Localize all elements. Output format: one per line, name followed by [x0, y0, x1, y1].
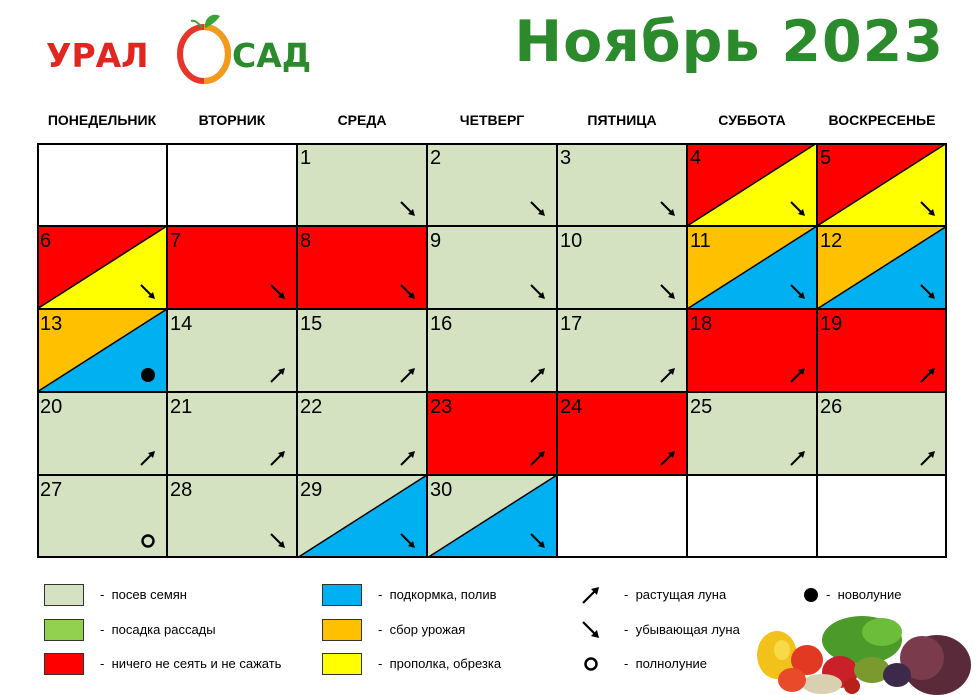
waning-moon-arrow-icon [789, 283, 807, 301]
calendar-day-27 [37, 475, 167, 558]
weekday-tue: ВТОРНИК [198, 112, 266, 128]
calendar-day-1 [297, 143, 427, 226]
calendar-empty-cell [557, 475, 687, 558]
day-number: 8 [300, 230, 312, 252]
calendar-day-30 [427, 475, 557, 558]
growing-moon-arrow-icon [789, 366, 807, 384]
calendar-day-22 [297, 392, 427, 475]
legend-label-feed: подкормка, полив [389, 587, 497, 602]
legend-item-harvest [322, 619, 542, 641]
legend-label-weed: прополка, обрезка [389, 656, 502, 671]
cell-background [37, 143, 167, 226]
day-number: 7 [170, 230, 182, 252]
day-number: 6 [40, 230, 52, 252]
waning-moon-arrow-icon [789, 200, 807, 218]
day-number: 23 [430, 396, 453, 418]
waning-moon-arrow-icon [919, 200, 937, 218]
legend-item-sow [44, 584, 304, 606]
calendar-day-18 [687, 309, 817, 392]
day-number: 5 [820, 147, 832, 169]
growing-moon-arrow-icon [529, 449, 547, 467]
day-number: 18 [690, 313, 713, 335]
calendar-day-24 [557, 392, 687, 475]
growing-moon-arrow-icon [139, 449, 157, 467]
weekday-mon: ПОНЕДЕЛЬНИК [47, 112, 157, 128]
weekday-fri: ПЯТНИЦА [587, 112, 657, 128]
calendar-day-2 [427, 143, 557, 226]
legend-item-full [580, 653, 760, 675]
waning-moon-arrow-icon [659, 283, 677, 301]
legend-item-new [800, 584, 950, 606]
page-title: Ноябрь 2023 [514, 9, 944, 75]
day-number: 3 [560, 147, 572, 169]
waning-moon-arrow-icon [529, 532, 547, 550]
legend-item-nothing [44, 653, 314, 675]
weekday-header [37, 112, 947, 132]
legend-swatch-seedlings [44, 619, 84, 641]
weekday-wed: СРЕДА [337, 112, 387, 128]
legend-label-seedlings: посадка рассады [111, 622, 216, 637]
calendar-empty-cell [167, 143, 297, 226]
day-number: 17 [560, 313, 583, 335]
legend-item-seedlings [44, 619, 304, 641]
calendar-day-8 [297, 226, 427, 309]
new-moon-icon [139, 366, 157, 384]
day-number: 1 [300, 147, 312, 169]
day-number: 2 [430, 147, 442, 169]
growing-moon-arrow-icon [399, 366, 417, 384]
full-moon-icon [139, 532, 157, 550]
calendar-day-15 [297, 309, 427, 392]
legend-label-growing: растущая луна [635, 587, 727, 602]
legend-dash: - [100, 622, 105, 637]
calendar-empty-cell [37, 143, 167, 226]
legend-dash: - [826, 587, 831, 602]
day-number: 9 [430, 230, 442, 252]
legend-dash: - [100, 656, 105, 671]
logo-text-left: УРАЛ [46, 36, 149, 75]
calendar-day-20 [37, 392, 167, 475]
calendar-empty-cell [687, 475, 817, 558]
calendar-day-4 [687, 143, 817, 226]
calendar-day-14 [167, 309, 297, 392]
day-number: 24 [560, 396, 583, 418]
waning-moon-arrow-icon [529, 200, 547, 218]
logo-apple-half [204, 27, 228, 81]
legend-swatch-nothing [44, 653, 84, 675]
day-number: 27 [40, 479, 63, 501]
growing-moon-arrow-icon [529, 366, 547, 384]
growing-moon-arrow-icon [399, 449, 417, 467]
day-number: 20 [40, 396, 63, 418]
logo-text-right: САД [232, 36, 312, 75]
calendar-day-23 [427, 392, 557, 475]
legend-swatch-weed [322, 653, 362, 675]
weekday-thu: ЧЕТВЕРГ [459, 112, 525, 128]
legend-dash: - [378, 656, 383, 671]
calendar-day-12 [817, 226, 947, 309]
legend-swatch-sow [44, 584, 84, 606]
calendar-day-16 [427, 309, 557, 392]
calendar-day-6 [37, 226, 167, 309]
calendar-empty-cell [817, 475, 947, 558]
waning-moon-arrow-icon [399, 532, 417, 550]
legend-dash: - [378, 587, 383, 602]
calendar-day-7 [167, 226, 297, 309]
calendar-day-3 [557, 143, 687, 226]
legend-dash: - [624, 587, 629, 602]
growing-moon-arrow-icon [580, 584, 602, 606]
full-moon-icon [580, 653, 602, 675]
calendar-day-11 [687, 226, 817, 309]
legend-item-weed [322, 653, 542, 675]
legend-item-waning [580, 619, 760, 641]
calendar-day-26 [817, 392, 947, 475]
calendar-day-21 [167, 392, 297, 475]
legend-label-waning: убывающая луна [635, 622, 740, 637]
day-number: 4 [690, 147, 702, 169]
calendar-day-17 [557, 309, 687, 392]
day-number: 10 [560, 230, 583, 252]
waning-moon-arrow-icon [399, 283, 417, 301]
day-number: 25 [690, 396, 713, 418]
day-number: 15 [300, 313, 323, 335]
day-number: 29 [300, 479, 323, 501]
waning-moon-arrow-icon [659, 200, 677, 218]
waning-moon-arrow-icon [269, 283, 287, 301]
legend-dash: - [624, 622, 629, 637]
legend-label-new: новолуние [837, 587, 902, 602]
growing-moon-arrow-icon [269, 449, 287, 467]
legend-item-feed [322, 584, 542, 606]
uralsad-logo [42, 10, 332, 85]
day-number: 28 [170, 479, 193, 501]
waning-moon-arrow-icon [399, 200, 417, 218]
day-number: 14 [170, 313, 193, 335]
vegetables-illustration [752, 610, 972, 695]
legend-dash: - [378, 622, 383, 637]
day-number: 12 [820, 230, 843, 252]
day-number: 22 [300, 396, 323, 418]
day-number: 13 [40, 313, 63, 335]
growing-moon-arrow-icon [269, 366, 287, 384]
legend-label-full: полнолуние [635, 656, 708, 671]
growing-moon-arrow-icon [789, 449, 807, 467]
legend-item-growing [580, 584, 760, 606]
weekday-sat: СУББОТА [718, 112, 786, 128]
calendar-day-9 [427, 226, 557, 309]
growing-moon-arrow-icon [659, 449, 677, 467]
cell-background [167, 143, 297, 226]
waning-moon-arrow-icon [139, 283, 157, 301]
waning-moon-arrow-icon [580, 619, 602, 641]
legend-label-sow: посев семян [111, 587, 187, 602]
growing-moon-arrow-icon [919, 366, 937, 384]
growing-moon-arrow-icon [659, 366, 677, 384]
waning-moon-arrow-icon [529, 283, 547, 301]
calendar-day-29 [297, 475, 427, 558]
day-number: 26 [820, 396, 843, 418]
legend-swatch-feed [322, 584, 362, 606]
day-number: 19 [820, 313, 843, 335]
day-number: 21 [170, 396, 193, 418]
calendar-day-13 [37, 309, 167, 392]
day-number: 11 [690, 230, 711, 252]
calendar-day-28 [167, 475, 297, 558]
day-number: 30 [430, 479, 453, 501]
waning-moon-arrow-icon [919, 283, 937, 301]
legend-swatch-harvest [322, 619, 362, 641]
day-number: 16 [430, 313, 453, 335]
legend-label-nothing: ничего не сеять и не сажать [111, 656, 282, 671]
legend-label-harvest: сбор урожая [389, 622, 466, 637]
calendar-day-10 [557, 226, 687, 309]
waning-moon-arrow-icon [269, 532, 287, 550]
legend-dash: - [100, 587, 105, 602]
growing-moon-arrow-icon [919, 449, 937, 467]
calendar-day-5 [817, 143, 947, 226]
calendar-day-25 [687, 392, 817, 475]
cell-background [557, 475, 687, 558]
legend-dash: - [624, 656, 629, 671]
new-moon-icon [800, 584, 822, 606]
weekday-sun: ВОСКРЕСЕНЬЕ [828, 112, 936, 128]
calendar-day-19 [817, 309, 947, 392]
cell-background [817, 475, 947, 558]
calendar-grid [37, 143, 947, 558]
cell-background [687, 475, 817, 558]
